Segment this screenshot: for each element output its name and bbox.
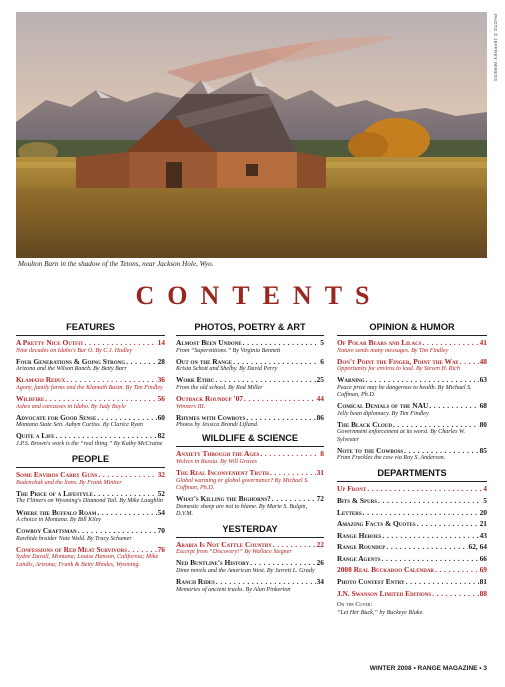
toc-entry-title: Range Agents xyxy=(337,554,381,563)
toc-entry-title: What's Killing the Bighorns? xyxy=(176,494,271,503)
toc-entry-byline: Agony, family farms and the Klamath Basin. By Tim Findley xyxy=(16,384,163,391)
toc-entry-title: Ranch Rides xyxy=(176,578,215,587)
toc-entry-byline: The Flitners on Wyoming's Diamond Tail. By Mike Laughlin xyxy=(16,498,163,505)
toc-entry-byline: Winners III. xyxy=(176,403,206,410)
photo-caption: Moulton Barn in the shadow of the Tetons, near Jackson Hole, Wyo. xyxy=(18,260,214,268)
toc-entry-headline xyxy=(337,358,487,367)
dot-leader xyxy=(243,339,320,348)
toc-entry-headline xyxy=(16,432,165,441)
toc-entry-title: Cowboy Craftsman xyxy=(16,527,77,536)
toc-entry-page: 5 xyxy=(320,339,324,347)
toc-entry-page: 20 xyxy=(479,508,487,517)
toc-entry-page: 41 xyxy=(479,339,487,347)
section-rule xyxy=(16,467,165,468)
toc-entry-headline xyxy=(337,447,487,456)
toc-entry[interactable] xyxy=(337,485,487,494)
toc-entry-title: Where the Buffalo Roam xyxy=(16,508,97,517)
section-rule xyxy=(176,537,324,538)
toc-entry[interactable] xyxy=(176,450,324,466)
section-heading-photos: PHOTOS, POETRY & ART xyxy=(194,322,306,332)
toc-entry-page: 6 xyxy=(320,357,324,366)
dot-leader xyxy=(244,395,316,404)
toc-entry[interactable] xyxy=(337,543,487,552)
toc-entry-byline: Domestic sheep are not to blame. By Marie S. Bulgin, D.V.M. xyxy=(176,503,308,517)
toc-entry-headline xyxy=(176,358,324,367)
dot-leader xyxy=(233,358,319,367)
toc-entry[interactable] xyxy=(16,546,165,569)
people-list xyxy=(16,471,165,569)
wildlife-list xyxy=(176,450,324,517)
dot-leader xyxy=(272,495,316,504)
toc-entry-title: Work Ethic xyxy=(176,376,215,385)
toc-entry-title: Note to the Cowboss xyxy=(337,446,404,455)
toc-entry-headline xyxy=(176,578,324,587)
toc-entry-byline: Ashes and carcasses in Idaho. By Judy Boyle xyxy=(16,403,126,410)
toc-entry[interactable] xyxy=(16,376,165,392)
section-heading-yesterday: YESTERDAY xyxy=(222,523,278,534)
toc-entry-title: Anxiety Through the Ages xyxy=(176,450,260,459)
section-rule xyxy=(337,481,487,482)
toc-entry-title: Confessions of Red Meat Survivors xyxy=(16,545,128,554)
section-rule xyxy=(16,335,165,336)
dot-leader xyxy=(435,566,479,575)
toc-entry-page: 54 xyxy=(157,508,165,517)
toc-entry-title: J.N. Swanson Limited Editions xyxy=(337,589,432,598)
dot-leader xyxy=(363,509,479,518)
toc-entry-page: 4 xyxy=(483,485,487,494)
toc-entry-page: 14 xyxy=(157,339,165,347)
toc-entry-headline xyxy=(16,339,165,348)
dot-leader xyxy=(367,485,482,494)
dot-leader xyxy=(382,532,478,541)
toc-entry-headline xyxy=(16,527,165,536)
toc-entry-headline xyxy=(337,339,487,348)
dot-leader xyxy=(98,471,156,480)
toc-entry-headline xyxy=(176,450,324,459)
section-heading-wildlife: WILDLIFE & SCIENCE xyxy=(202,433,298,444)
dot-leader xyxy=(66,376,156,385)
toc-entry[interactable] xyxy=(16,432,165,448)
toc-entry-headline xyxy=(337,578,487,587)
toc-entry[interactable] xyxy=(16,471,165,487)
toc-entry-headline xyxy=(176,559,324,568)
dot-leader xyxy=(460,358,479,367)
toc-entry-page: 86 xyxy=(316,413,324,422)
toc-entry-title: Amazing Facts & Quotes xyxy=(337,520,416,529)
toc-entry-title: Range Heroes xyxy=(337,531,382,540)
toc-entry-byline: Bodenchuk and the lions. By Frank Miniter xyxy=(16,479,122,486)
column-left xyxy=(16,322,165,572)
toc-entry-title: Photo Contest Entry xyxy=(337,578,405,587)
dot-leader xyxy=(270,469,316,478)
toc-entry-title: Some Enviros Carry Guns xyxy=(16,471,98,480)
toc-entry[interactable] xyxy=(176,358,324,374)
dot-leader xyxy=(417,520,479,529)
toc-entry[interactable] xyxy=(176,395,324,411)
toc-entry-byline: Krista Schott and Shelby. By David Perry xyxy=(176,366,278,373)
toc-entry-title: Almost Been Undone xyxy=(176,339,242,347)
toc-entry-page: 66 xyxy=(479,554,487,563)
toc-entry-headline xyxy=(176,495,324,504)
section-rule xyxy=(176,335,324,336)
toc-entry[interactable] xyxy=(176,559,324,575)
toc-entry-byline: Montana State Sen. Aubyn Curtiss. By Clarice Ryan xyxy=(16,422,143,429)
toc-entry[interactable] xyxy=(337,358,487,374)
toc-entry[interactable] xyxy=(16,490,165,506)
dot-leader xyxy=(45,395,156,404)
dot-leader xyxy=(429,402,478,411)
toc-entry-page: 44 xyxy=(316,395,324,404)
toc-entry-title: A Pretty Nice Outfit xyxy=(16,339,84,347)
dot-leader xyxy=(78,527,157,536)
toc-entry-title: Arabia Is Not Cattle Country xyxy=(176,540,272,549)
toc-entry[interactable] xyxy=(337,520,487,529)
toc-entry-byline: Arizona and the Wilson Ranch. By Betty Barr xyxy=(16,366,127,373)
toc-entry[interactable] xyxy=(176,578,324,594)
dot-leader xyxy=(366,376,479,385)
toc-entry-headline xyxy=(337,566,487,575)
toc-entry-title: Outback Roundup '07 xyxy=(176,395,244,404)
toc-entry-page: 34 xyxy=(316,578,324,587)
toc-entry-byline: Jelly bean diplomacy. By Tim Findley xyxy=(337,410,429,417)
toc-entry-title: Don't Point the Finger, Point the Way xyxy=(337,357,459,366)
photos-list xyxy=(176,339,324,429)
toc-entry-byline: Dime novels and the American West. By Jarrett L. Grady xyxy=(176,567,315,574)
dot-leader xyxy=(422,339,478,348)
toc-entry-byline: Photos by Jessica Brandi Lifland. xyxy=(176,422,259,429)
toc-entry-page: 62, 64 xyxy=(468,543,487,552)
toc-entry[interactable] xyxy=(337,590,487,599)
toc-entry-headline xyxy=(337,543,487,552)
toc-entry[interactable] xyxy=(16,358,165,374)
toc-entry-byline: From Freckles the cow via Roy S. Anderson. xyxy=(337,455,446,462)
toc-entry-title: Range Roundup xyxy=(337,543,386,552)
toc-entry-byline: Global warming or global governance? By Michael S. Coffman, Ph.D. xyxy=(176,477,309,491)
toc-entry-byline: Opportunity for enviros to lead. By Steven H. Rich xyxy=(337,366,460,373)
toc-entry-title: 2008 Real Buckaroo Calendar xyxy=(337,566,435,575)
toc-entry-headline xyxy=(176,376,324,385)
toc-entry-headline xyxy=(337,520,487,529)
toc-entry-page: 31 xyxy=(316,469,324,478)
toc-entry-page: 72 xyxy=(316,494,324,503)
toc-entry-headline xyxy=(337,509,487,518)
toc-entry-title: Bits & Spurs xyxy=(337,496,378,505)
toc-entry-byline: Wolves in Russia. By Will Graves xyxy=(176,459,258,466)
toc-entry-page: 56 xyxy=(157,395,165,404)
toc-entry[interactable] xyxy=(176,414,324,430)
toc-entry[interactable] xyxy=(176,376,324,392)
toc-entry-byline: Nine decades on Idaho's Bar O. By C.J. Hadley xyxy=(16,347,133,354)
toc-entry-page: 60 xyxy=(157,413,165,422)
dot-leader xyxy=(56,432,157,441)
toc-entry-byline: From “Superstitions.” By Virginia Bennett xyxy=(176,347,281,354)
toc-entry-title: Advocate for Good Sense xyxy=(16,413,97,422)
yesterday-list xyxy=(176,541,324,594)
toc-entry-page: 68 xyxy=(479,402,487,411)
toc-entry-headline xyxy=(176,541,324,550)
toc-entry-title: Letters xyxy=(337,508,362,517)
toc-entry-page: 52 xyxy=(157,489,165,498)
toc-entry-title: Wildfire xyxy=(16,395,45,404)
dot-leader xyxy=(386,543,467,552)
toc-entry[interactable] xyxy=(337,421,487,444)
on-cover-text: “Let Her Buck,” by Buckeye Blake. xyxy=(337,609,424,616)
toc-entry-byline: Rawhide braider Nate Wald. By Tracy Schumer xyxy=(16,535,132,542)
toc-entry[interactable] xyxy=(337,402,487,418)
dot-leader xyxy=(126,358,156,367)
toc-entry-page: 82 xyxy=(157,432,165,441)
dot-leader xyxy=(94,490,157,499)
toc-entry-page: 25 xyxy=(316,376,324,385)
toc-entry-byline: Sydne Duvall, Montana; Louise Hanson, California; Mike Landis, Arizona; Frank & Betty Rhodes, Wyoming. xyxy=(16,554,159,568)
toc-entry[interactable] xyxy=(337,497,487,506)
toc-entry-page: 32 xyxy=(157,471,165,480)
toc-entry[interactable] xyxy=(16,395,165,411)
section-rule xyxy=(337,335,487,336)
toc-entry[interactable] xyxy=(337,532,487,541)
toc-entry-page: 85 xyxy=(479,446,487,455)
toc-entry-page: 22 xyxy=(316,540,324,549)
opinion-list xyxy=(337,339,487,462)
toc-entry-page: 76 xyxy=(157,545,165,554)
toc-entry-page: 8 xyxy=(320,450,324,459)
toc-entry-headline xyxy=(337,497,487,506)
toc-entry[interactable] xyxy=(16,414,165,430)
contents-heading: CONTENTS xyxy=(135,281,383,310)
toc-entry-byline: Memories of ancient trucks. By Alan Pinkerton xyxy=(176,586,291,593)
toc-entry-headline xyxy=(176,339,324,348)
dot-leader xyxy=(406,578,479,587)
toc-entry-page: 43 xyxy=(479,531,487,540)
toc-entry-byline: From the old school. By Rod Miller xyxy=(176,384,263,391)
toc-entry[interactable] xyxy=(337,555,487,564)
toc-entry-headline xyxy=(16,414,165,423)
toc-entry-title: The Real Inconvenient Truth xyxy=(176,469,269,478)
toc-entry-byline: Peace prize may be dangerous to health. By Michael S. Coffman, Ph.D. xyxy=(337,384,472,399)
toc-entry-page: 69 xyxy=(479,566,487,575)
toc-entry-title: Warning xyxy=(337,376,365,385)
toc-entry-headline xyxy=(16,358,165,367)
dot-leader xyxy=(216,578,316,587)
toc-entry[interactable] xyxy=(337,339,487,355)
toc-entry-title: Out on the Range xyxy=(176,357,233,366)
toc-entry-headline xyxy=(176,469,324,478)
dot-leader xyxy=(250,559,315,568)
barn-landscape-image xyxy=(16,12,487,258)
dot-leader xyxy=(382,555,479,564)
dot-leader xyxy=(432,590,478,599)
dot-leader xyxy=(273,541,316,550)
toc-entry-byline: Nature sends many messages. By Tim Findley xyxy=(337,347,449,354)
toc-entry[interactable] xyxy=(176,469,324,492)
dot-leader xyxy=(215,376,315,385)
toc-entry-headline xyxy=(337,402,487,411)
toc-entry-title: Comical Denials of the NAU xyxy=(337,402,429,411)
toc-entry-byline: A choice in Montana. By Bill Kiley xyxy=(16,517,102,524)
dot-leader xyxy=(97,509,156,518)
toc-entry-page: 80 xyxy=(479,420,487,429)
toc-entry-title: Klamath Redux xyxy=(16,376,66,385)
dot-leader xyxy=(404,447,478,456)
toc-entry-headline xyxy=(16,509,165,518)
toc-entry-title: Up Front xyxy=(337,485,367,494)
section-heading-features: FEATURES xyxy=(66,322,115,332)
toc-entry[interactable] xyxy=(337,509,487,518)
section-rule xyxy=(176,446,324,447)
toc-entry[interactable] xyxy=(176,339,324,355)
toc-entry[interactable] xyxy=(16,527,165,543)
toc-entry-headline xyxy=(16,471,165,480)
toc-entry-title: The Price of a Lifestyle xyxy=(16,489,93,498)
page-footer: WINTER 2008 • RANGE MAGAZINE • 3 xyxy=(369,665,487,672)
toc-entry-headline xyxy=(176,395,324,404)
column-right xyxy=(337,322,487,617)
toc-entry-byline: Government enforcement at its worst. By Charles W. Sylvester xyxy=(337,429,466,443)
section-heading-departments: DEPARTMENTS xyxy=(377,468,447,479)
toc-entry-title: The Black Cloud xyxy=(337,420,393,429)
toc-entry[interactable] xyxy=(176,541,324,557)
toc-entry-headline xyxy=(16,490,165,499)
toc-entry-headline xyxy=(337,590,487,599)
toc-entry-page: 81 xyxy=(479,578,487,587)
toc-entry[interactable] xyxy=(337,578,487,587)
dot-leader xyxy=(378,497,482,506)
toc-entry-headline xyxy=(16,376,165,385)
toc-entry-page: 28 xyxy=(157,357,165,366)
toc-entry-headline xyxy=(337,485,487,494)
toc-entry-byline: J.P.S. Brown's work is the “real thing.” By Kathy McCraine xyxy=(16,441,163,448)
section-heading-people: PEOPLE xyxy=(71,454,110,465)
toc-entry-headline xyxy=(16,395,165,404)
toc-entry[interactable] xyxy=(337,447,487,463)
toc-entry[interactable] xyxy=(176,495,324,518)
dot-leader xyxy=(260,450,319,459)
toc-entry-title: Quite a Life xyxy=(16,432,55,441)
toc-entry-page: 63 xyxy=(479,376,487,385)
toc-entry[interactable] xyxy=(16,339,165,355)
toc-entry-title: Four Generations & Going Strong xyxy=(16,357,126,366)
toc-entry-headline xyxy=(337,376,487,385)
toc-entry[interactable] xyxy=(16,509,165,525)
toc-entry-page: 88 xyxy=(479,589,487,598)
on-cover-label: On the Cover: xyxy=(337,601,373,609)
toc-entry-title: Of Polar Bears and Lilacs xyxy=(337,339,422,347)
dot-leader xyxy=(97,414,156,423)
on-cover-note xyxy=(337,601,487,617)
toc-entry-page: 70 xyxy=(157,527,165,536)
photo-credit: PHOTO © JEFFREY WIRESS xyxy=(493,14,498,82)
features-list xyxy=(16,339,165,448)
toc-entry-page: 26 xyxy=(316,559,324,568)
toc-entry-title: Ned Buntline's History xyxy=(176,559,250,568)
column-middle xyxy=(176,322,324,597)
toc-entry-page: 36 xyxy=(157,376,165,385)
dot-leader xyxy=(84,339,156,348)
toc-entry-page: 21 xyxy=(479,520,487,529)
toc-entry[interactable] xyxy=(337,376,487,399)
toc-entry-headline xyxy=(337,532,487,541)
cover-photo xyxy=(16,12,487,258)
section-heading-opinion: OPINION & HUMOR xyxy=(369,322,455,332)
toc-entry-title: Rhymes with Cowboys xyxy=(176,413,246,422)
toc-entry-page: 5 xyxy=(483,496,487,505)
toc-entry[interactable] xyxy=(337,566,487,575)
toc-entry-headline xyxy=(337,555,487,564)
toc-entry-page: 48 xyxy=(479,357,487,366)
departments-list xyxy=(337,485,487,598)
toc-entry-byline: Excerpt from “Discovery!” By Wallace Stegner xyxy=(176,549,292,556)
